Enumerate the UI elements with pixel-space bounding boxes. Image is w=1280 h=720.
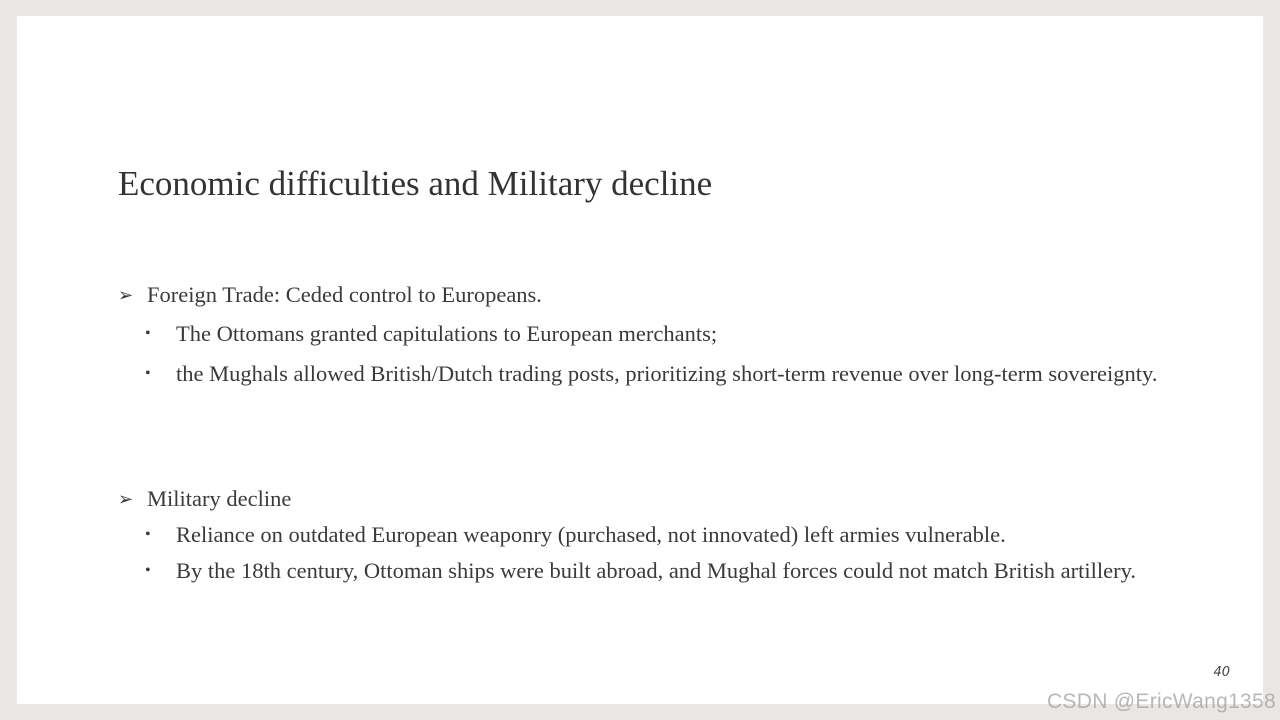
section-military-decline <box>118 484 1178 586</box>
section-heading: Foreign Trade: Ceded control to Europeans. <box>147 282 542 307</box>
section-heading-row <box>118 280 1178 310</box>
dot-bullet-icon: • <box>145 365 151 382</box>
list-item-text: The Ottomans granted capitulations to European merchants; <box>176 321 718 346</box>
dot-bullet-icon: • <box>145 526 151 543</box>
list-item-text: the Mughals allowed British/Dutch trading posts, prioritizing short-term revenue over long-term sovereignty. <box>176 361 1158 386</box>
page-number: 40 <box>1213 665 1230 680</box>
list-item <box>118 317 1178 350</box>
section-heading: Military decline <box>147 486 292 511</box>
section-foreign-trade <box>118 280 1178 390</box>
list-item <box>118 357 1178 390</box>
list-item <box>118 555 1178 586</box>
list-item-text: By the 18th century, Ottoman ships were built abroad, and Mughal forces could not match British artillery. <box>176 558 1136 583</box>
arrowhead-bullet-icon: ➢ <box>118 489 134 509</box>
section-heading-row <box>118 484 1178 514</box>
slide-title: Economic difficulties and Military decline <box>118 164 713 203</box>
list-item-text: Reliance on outdated European weaponry (purchased, not innovated) left armies vulnerable. <box>176 522 1006 547</box>
list-item <box>118 519 1178 550</box>
slide <box>17 16 1263 704</box>
watermark: CSDN @EricWang1358 <box>1046 690 1276 713</box>
dot-bullet-icon: • <box>145 562 151 579</box>
dot-bullet-icon: • <box>145 325 151 342</box>
arrowhead-bullet-icon: ➢ <box>118 285 134 305</box>
